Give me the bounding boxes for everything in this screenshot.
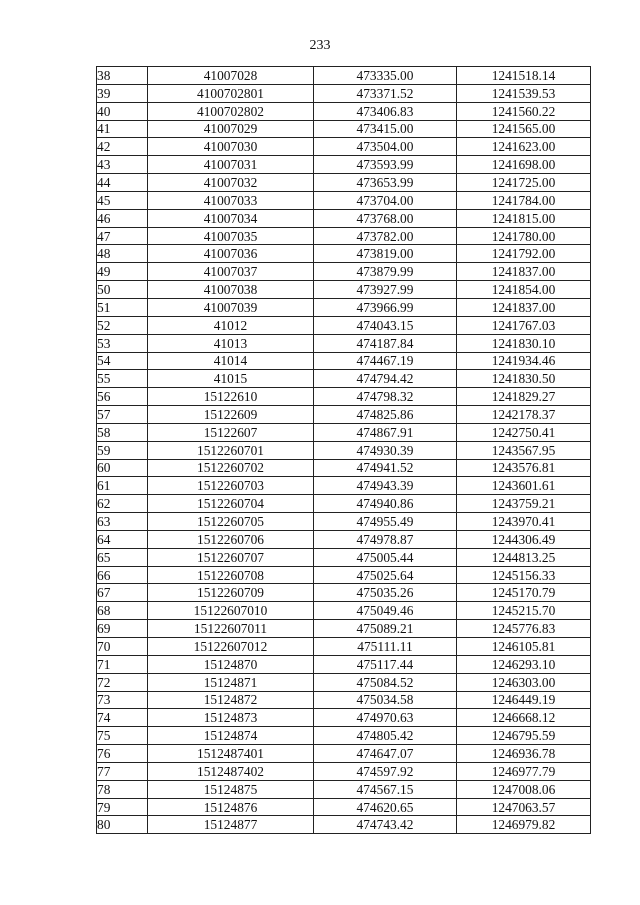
point-id-cell: 41007039 [148, 298, 314, 316]
point-id-cell: 15122607012 [148, 638, 314, 656]
table-row [97, 727, 591, 745]
point-id-cell: 1512260707 [148, 548, 314, 566]
row-number-cell: 60 [97, 459, 148, 477]
x-coordinate-cell: 473879.99 [314, 263, 457, 281]
y-coordinate-cell: 1243567.95 [457, 441, 591, 459]
y-coordinate-cell: 1241934.46 [457, 352, 591, 370]
row-number-cell: 40 [97, 102, 148, 120]
row-number-cell: 42 [97, 138, 148, 156]
table-row [97, 352, 591, 370]
y-coordinate-cell: 1241784.00 [457, 191, 591, 209]
row-number-cell: 47 [97, 227, 148, 245]
table-row [97, 388, 591, 406]
y-coordinate-cell: 1243601.61 [457, 477, 591, 495]
table-row [97, 138, 591, 156]
point-id-cell: 1512260701 [148, 441, 314, 459]
table-row [97, 174, 591, 192]
row-number-cell: 74 [97, 709, 148, 727]
y-coordinate-cell: 1242750.41 [457, 423, 591, 441]
row-number-cell: 65 [97, 548, 148, 566]
y-coordinate-cell: 1242178.37 [457, 406, 591, 424]
x-coordinate-cell: 474187.84 [314, 334, 457, 352]
y-coordinate-cell: 1241539.53 [457, 84, 591, 102]
table-row [97, 209, 591, 227]
point-id-cell: 15122609 [148, 406, 314, 424]
x-coordinate-cell: 474043.15 [314, 316, 457, 334]
point-id-cell: 15124871 [148, 673, 314, 691]
y-coordinate-cell: 1245170.79 [457, 584, 591, 602]
x-coordinate-cell: 473927.99 [314, 281, 457, 299]
row-number-cell: 45 [97, 191, 148, 209]
y-coordinate-cell: 1244813.25 [457, 548, 591, 566]
point-id-cell: 15122607010 [148, 602, 314, 620]
row-number-cell: 61 [97, 477, 148, 495]
table-row [97, 156, 591, 174]
table-row [97, 334, 591, 352]
point-id-cell: 4100702802 [148, 102, 314, 120]
point-id-cell: 41012 [148, 316, 314, 334]
row-number-cell: 68 [97, 602, 148, 620]
y-coordinate-cell: 1241725.00 [457, 174, 591, 192]
point-id-cell: 1512260705 [148, 513, 314, 531]
table-row [97, 406, 591, 424]
y-coordinate-cell: 1247008.06 [457, 780, 591, 798]
y-coordinate-cell: 1241767.03 [457, 316, 591, 334]
y-coordinate-cell: 1241837.00 [457, 298, 591, 316]
coordinates-table-body [97, 67, 591, 834]
point-id-cell: 1512260702 [148, 459, 314, 477]
point-id-cell: 1512260704 [148, 495, 314, 513]
point-id-cell: 1512487401 [148, 745, 314, 763]
x-coordinate-cell: 473406.83 [314, 102, 457, 120]
point-id-cell: 15124875 [148, 780, 314, 798]
x-coordinate-cell: 474743.42 [314, 816, 457, 834]
point-id-cell: 15124877 [148, 816, 314, 834]
x-coordinate-cell: 474825.86 [314, 406, 457, 424]
x-coordinate-cell: 473768.00 [314, 209, 457, 227]
table-row [97, 638, 591, 656]
y-coordinate-cell: 1246936.78 [457, 745, 591, 763]
row-number-cell: 46 [97, 209, 148, 227]
row-number-cell: 66 [97, 566, 148, 584]
table-row [97, 513, 591, 531]
row-number-cell: 59 [97, 441, 148, 459]
row-number-cell: 72 [97, 673, 148, 691]
y-coordinate-cell: 1241815.00 [457, 209, 591, 227]
point-id-cell: 41013 [148, 334, 314, 352]
x-coordinate-cell: 474567.15 [314, 780, 457, 798]
point-id-cell: 41015 [148, 370, 314, 388]
x-coordinate-cell: 474647.07 [314, 745, 457, 763]
y-coordinate-cell: 1241623.00 [457, 138, 591, 156]
x-coordinate-cell: 474941.52 [314, 459, 457, 477]
y-coordinate-cell: 1246293.10 [457, 655, 591, 673]
row-number-cell: 49 [97, 263, 148, 281]
table-row [97, 84, 591, 102]
table-row [97, 120, 591, 138]
point-id-cell: 15124872 [148, 691, 314, 709]
y-coordinate-cell: 1246668.12 [457, 709, 591, 727]
point-id-cell: 1512260709 [148, 584, 314, 602]
point-id-cell: 15124876 [148, 798, 314, 816]
table-row [97, 298, 591, 316]
y-coordinate-cell: 1241829.27 [457, 388, 591, 406]
row-number-cell: 38 [97, 67, 148, 85]
row-number-cell: 80 [97, 816, 148, 834]
row-number-cell: 62 [97, 495, 148, 513]
table-row [97, 102, 591, 120]
row-number-cell: 51 [97, 298, 148, 316]
table-row [97, 620, 591, 638]
y-coordinate-cell: 1241698.00 [457, 156, 591, 174]
table-row [97, 370, 591, 388]
row-number-cell: 76 [97, 745, 148, 763]
table-row [97, 227, 591, 245]
table-row [97, 477, 591, 495]
x-coordinate-cell: 474794.42 [314, 370, 457, 388]
x-coordinate-cell: 474970.63 [314, 709, 457, 727]
table-row [97, 798, 591, 816]
x-coordinate-cell: 475035.26 [314, 584, 457, 602]
table-row [97, 245, 591, 263]
x-coordinate-cell: 474620.65 [314, 798, 457, 816]
row-number-cell: 67 [97, 584, 148, 602]
y-coordinate-cell: 1245156.33 [457, 566, 591, 584]
row-number-cell: 43 [97, 156, 148, 174]
y-coordinate-cell: 1243759.21 [457, 495, 591, 513]
y-coordinate-cell: 1245215.70 [457, 602, 591, 620]
point-id-cell: 1512260706 [148, 530, 314, 548]
x-coordinate-cell: 474943.39 [314, 477, 457, 495]
row-number-cell: 71 [97, 655, 148, 673]
x-coordinate-cell: 474867.91 [314, 423, 457, 441]
table-row [97, 423, 591, 441]
point-id-cell: 41007034 [148, 209, 314, 227]
table-row [97, 584, 591, 602]
point-id-cell: 15124873 [148, 709, 314, 727]
table-row [97, 263, 591, 281]
x-coordinate-cell: 473335.00 [314, 67, 457, 85]
y-coordinate-cell: 1241792.00 [457, 245, 591, 263]
y-coordinate-cell: 1247063.57 [457, 798, 591, 816]
point-id-cell: 1512260708 [148, 566, 314, 584]
y-coordinate-cell: 1245776.83 [457, 620, 591, 638]
x-coordinate-cell: 473782.00 [314, 227, 457, 245]
x-coordinate-cell: 474798.32 [314, 388, 457, 406]
row-number-cell: 70 [97, 638, 148, 656]
row-number-cell: 55 [97, 370, 148, 388]
row-number-cell: 48 [97, 245, 148, 263]
y-coordinate-cell: 1246979.82 [457, 816, 591, 834]
point-id-cell: 41007030 [148, 138, 314, 156]
row-number-cell: 53 [97, 334, 148, 352]
table-row [97, 191, 591, 209]
row-number-cell: 78 [97, 780, 148, 798]
point-id-cell: 15122610 [148, 388, 314, 406]
row-number-cell: 63 [97, 513, 148, 531]
row-number-cell: 56 [97, 388, 148, 406]
table-row [97, 709, 591, 727]
table-row [97, 655, 591, 673]
point-id-cell: 15122607011 [148, 620, 314, 638]
point-id-cell: 4100702801 [148, 84, 314, 102]
x-coordinate-cell: 475111.11 [314, 638, 457, 656]
row-number-cell: 77 [97, 762, 148, 780]
x-coordinate-cell: 473819.00 [314, 245, 457, 263]
point-id-cell: 15124874 [148, 727, 314, 745]
row-number-cell: 41 [97, 120, 148, 138]
point-id-cell: 41007031 [148, 156, 314, 174]
point-id-cell: 1512487402 [148, 762, 314, 780]
row-number-cell: 64 [97, 530, 148, 548]
page-number: 233 [309, 38, 331, 53]
x-coordinate-cell: 475005.44 [314, 548, 457, 566]
row-number-cell: 57 [97, 406, 148, 424]
x-coordinate-cell: 475049.46 [314, 602, 457, 620]
point-id-cell: 41007033 [148, 191, 314, 209]
x-coordinate-cell: 473653.99 [314, 174, 457, 192]
row-number-cell: 54 [97, 352, 148, 370]
table-row [97, 762, 591, 780]
table-row [97, 495, 591, 513]
point-id-cell: 15124870 [148, 655, 314, 673]
x-coordinate-cell: 474940.86 [314, 495, 457, 513]
x-coordinate-cell: 475089.21 [314, 620, 457, 638]
y-coordinate-cell: 1241560.22 [457, 102, 591, 120]
point-id-cell: 41007038 [148, 281, 314, 299]
y-coordinate-cell: 1246105.81 [457, 638, 591, 656]
table-row [97, 566, 591, 584]
x-coordinate-cell: 474978.87 [314, 530, 457, 548]
row-number-cell: 79 [97, 798, 148, 816]
point-id-cell: 41014 [148, 352, 314, 370]
x-coordinate-cell: 475084.52 [314, 673, 457, 691]
point-id-cell: 15122607 [148, 423, 314, 441]
y-coordinate-cell: 1241780.00 [457, 227, 591, 245]
y-coordinate-cell: 1241565.00 [457, 120, 591, 138]
y-coordinate-cell: 1241854.00 [457, 281, 591, 299]
x-coordinate-cell: 475117.44 [314, 655, 457, 673]
row-number-cell: 52 [97, 316, 148, 334]
row-number-cell: 50 [97, 281, 148, 299]
x-coordinate-cell: 474930.39 [314, 441, 457, 459]
y-coordinate-cell: 1241830.50 [457, 370, 591, 388]
y-coordinate-cell: 1246449.19 [457, 691, 591, 709]
x-coordinate-cell: 474955.49 [314, 513, 457, 531]
point-id-cell: 1512260703 [148, 477, 314, 495]
y-coordinate-cell: 1246795.59 [457, 727, 591, 745]
x-coordinate-cell: 473704.00 [314, 191, 457, 209]
table-row [97, 780, 591, 798]
table-row [97, 441, 591, 459]
table-row [97, 316, 591, 334]
row-number-cell: 75 [97, 727, 148, 745]
row-number-cell: 69 [97, 620, 148, 638]
table-row [97, 602, 591, 620]
table-row [97, 459, 591, 477]
row-number-cell: 73 [97, 691, 148, 709]
y-coordinate-cell: 1241837.00 [457, 263, 591, 281]
table-row [97, 548, 591, 566]
y-coordinate-cell: 1241518.14 [457, 67, 591, 85]
x-coordinate-cell: 474597.92 [314, 762, 457, 780]
x-coordinate-cell: 473593.99 [314, 156, 457, 174]
y-coordinate-cell: 1243970.41 [457, 513, 591, 531]
point-id-cell: 41007036 [148, 245, 314, 263]
table-row [97, 530, 591, 548]
y-coordinate-cell: 1246303.00 [457, 673, 591, 691]
x-coordinate-cell: 473371.52 [314, 84, 457, 102]
table-row [97, 816, 591, 834]
y-coordinate-cell: 1244306.49 [457, 530, 591, 548]
x-coordinate-cell: 473415.00 [314, 120, 457, 138]
y-coordinate-cell: 1246977.79 [457, 762, 591, 780]
row-number-cell: 44 [97, 174, 148, 192]
row-number-cell: 58 [97, 423, 148, 441]
point-id-cell: 41007028 [148, 67, 314, 85]
table-row [97, 745, 591, 763]
table-row [97, 281, 591, 299]
point-id-cell: 41007035 [148, 227, 314, 245]
point-id-cell: 41007029 [148, 120, 314, 138]
x-coordinate-cell: 475034.58 [314, 691, 457, 709]
x-coordinate-cell: 475025.64 [314, 566, 457, 584]
point-id-cell: 41007032 [148, 174, 314, 192]
x-coordinate-cell: 474467.19 [314, 352, 457, 370]
point-id-cell: 41007037 [148, 263, 314, 281]
x-coordinate-cell: 473504.00 [314, 138, 457, 156]
x-coordinate-cell: 474805.42 [314, 727, 457, 745]
x-coordinate-cell: 473966.99 [314, 298, 457, 316]
table-row [97, 673, 591, 691]
y-coordinate-cell: 1243576.81 [457, 459, 591, 477]
row-number-cell: 39 [97, 84, 148, 102]
table-row [97, 67, 591, 85]
table-row [97, 691, 591, 709]
y-coordinate-cell: 1241830.10 [457, 334, 591, 352]
coordinates-table [96, 66, 591, 834]
